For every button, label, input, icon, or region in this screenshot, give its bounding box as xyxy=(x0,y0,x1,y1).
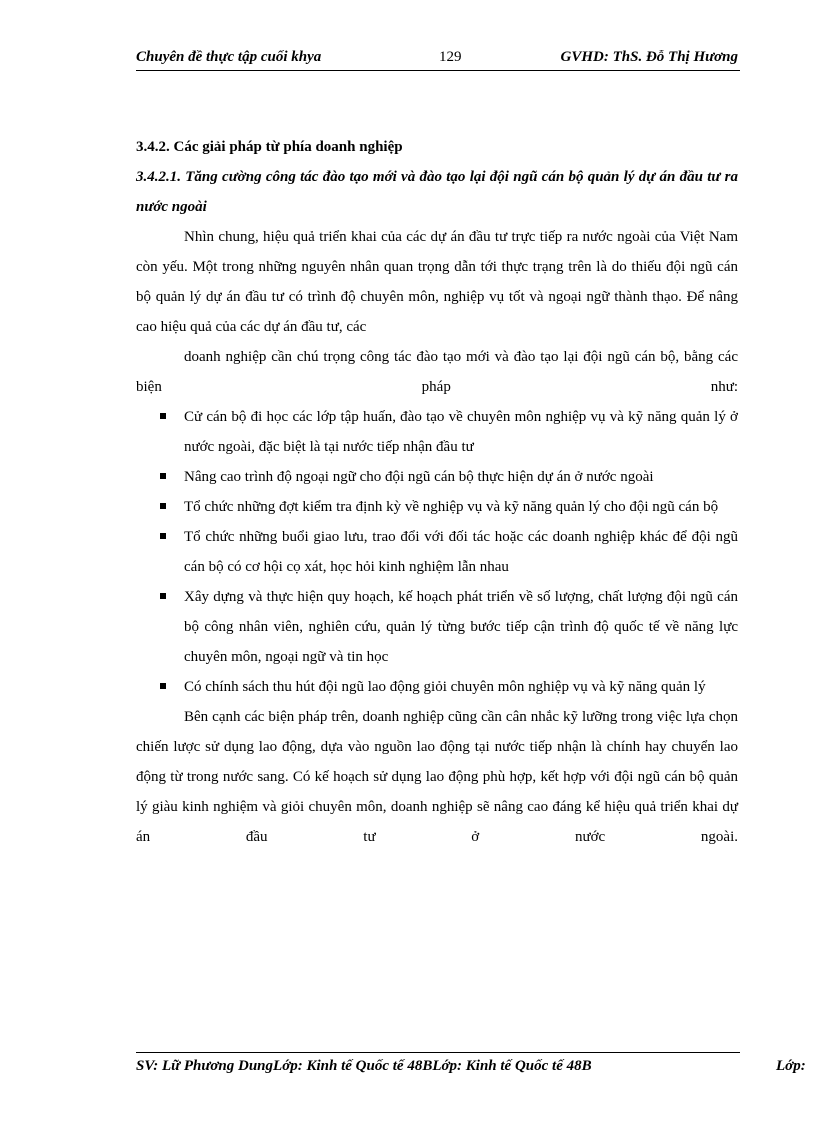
footer-student-info: SV: Lữ Phương DungLớp: Kinh tế Quốc tế 48BLớp: Kinh tế Quốc tế 48B xyxy=(136,1058,592,1074)
list-item xyxy=(136,582,738,672)
list-item-text: Nâng cao trình độ ngoại ngữ cho đội ngũ cán bộ thực hiện dự án ở nước ngoài xyxy=(184,469,654,485)
subsection-heading: 3.4.2.1. Tăng cường công tác đào tạo mới và đào tạo lại đội ngũ cán bộ quản lý dự án đầu tư ra nước ngoài xyxy=(136,169,738,215)
paragraph-labor-strategy: Bên cạnh các biện pháp trên, doanh nghiệp cũng cần cân nhắc kỹ lưỡng trong việc lựa chọn chiến lược sử dụng lao động, dựa vào nguồn lao động tại nước tiếp nhận là chính hay chuyển lao động từ trong nước sang. Có kế hoạch sử dụng lao động phù hợp, kết hợp với đội ngũ cán bộ quản lý giàu kinh nghiệm và giỏi chuyên môn, doanh nghiệp sẽ nâng cao đáng kể hiệu quả triển khai dự án đầu tư ở nước ngoài. xyxy=(136,709,738,845)
bullet-square-icon xyxy=(160,683,166,689)
list-item-text: Tổ chức những đợt kiểm tra định kỳ về nghiệp vụ và kỹ năng quản lý cho đội ngũ cán bộ xyxy=(184,499,719,515)
list-item-text: Có chính sách thu hút đội ngũ lao động giỏi chuyên môn nghiệp vụ và kỹ năng quản lý xyxy=(184,679,706,695)
header-supervisor: GVHD: ThS. Đỗ Thị Hương xyxy=(560,49,738,65)
footer-divider xyxy=(136,1052,740,1053)
list-item-text: Cử cán bộ đi học các lớp tập huấn, đào tạo về chuyên môn nghiệp vụ và kỹ năng quản lý ở nước ngoài, đặc biệt là tại nước tiếp nhận đầu tư xyxy=(184,409,738,455)
document-body xyxy=(136,132,738,852)
paragraph-intro: Nhìn chung, hiệu quả triển khai của các dự án đầu tư trực tiếp ra nước ngoài của Việt Nam còn yếu. Một trong những nguyên nhân quan trọng dẫn tới thực trạng trên là do thiếu đội ngũ cán bộ quản lý dự án đầu tư có trình độ chuyên môn, nghiệp vụ tốt và ngoại ngữ thành thạo. Để nâng cao hiệu quả của các dự án đầu tư, các xyxy=(136,229,738,335)
list-item xyxy=(136,492,738,522)
measures-list xyxy=(136,402,738,702)
page-header xyxy=(136,48,740,71)
page-number: 129 xyxy=(439,49,462,65)
list-item xyxy=(136,672,738,702)
list-item xyxy=(136,462,738,492)
header-document-title: Chuyên đề thực tập cuối khya xyxy=(136,49,322,65)
bullet-square-icon xyxy=(160,533,166,539)
bullet-square-icon xyxy=(160,503,166,509)
bullet-square-icon xyxy=(160,413,166,419)
list-item-text: Tổ chức những buổi giao lưu, trao đổi với đối tác hoặc các doanh nghiệp khác để đội ngũ cán bộ có cơ hội cọ xát, học hỏi kinh nghiệm lẫn nhau xyxy=(184,529,738,575)
paragraph-measures-intro: doanh nghiệp cần chú trọng công tác đào tạo mới và đào tạo lại đội ngũ cán bộ, bằng các biện pháp như: xyxy=(136,349,738,395)
list-item xyxy=(136,522,738,582)
bullet-square-icon xyxy=(160,593,166,599)
page-footer xyxy=(136,1058,816,1075)
footer-class-label: Lớp: xyxy=(776,1058,806,1074)
bullet-square-icon xyxy=(160,473,166,479)
list-item xyxy=(136,402,738,462)
list-item-text: Xây dựng và thực hiện quy hoạch, kế hoạch phát triển về số lượng, chất lượng đội ngũ cán bộ công nhân viên, nghiên cứu, quản lý từng bước tiếp cận trình độ quốc tế về năng lực chuyên môn, ngoại ngữ và tin học xyxy=(184,589,738,665)
section-heading: 3.4.2. Các giải pháp từ phía doanh nghiệp xyxy=(136,139,403,155)
